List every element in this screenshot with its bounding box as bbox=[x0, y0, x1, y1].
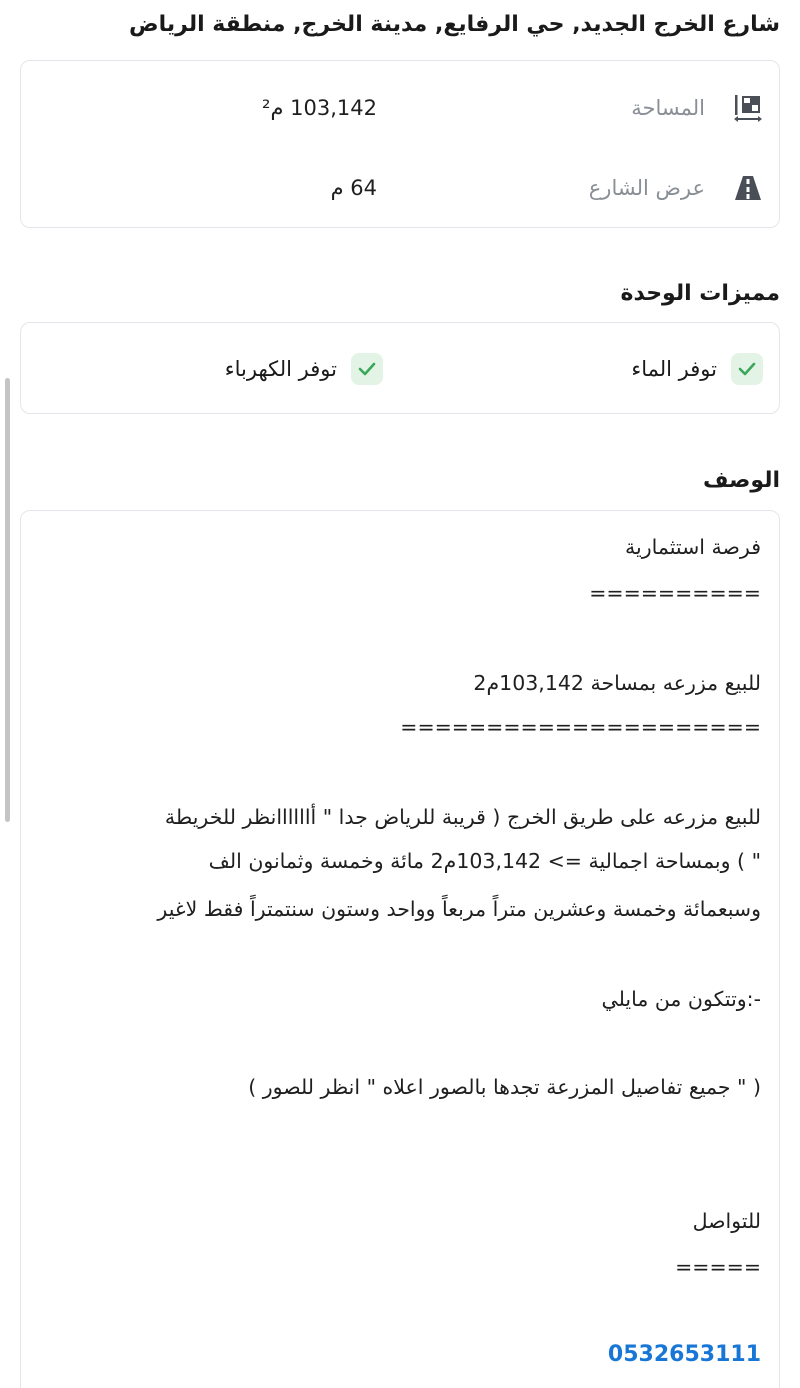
description-line: للبيع مزرعه على طريق الخرج ( قريبة للرياض جدا " أاااااانظر للخريطة bbox=[164, 805, 761, 829]
spec-label-street-width: عرض الشارع bbox=[588, 176, 705, 200]
feature-electricity bbox=[163, 351, 383, 387]
description-line: للتواصل bbox=[692, 1209, 761, 1233]
spec-value-area: 103,142 م² bbox=[262, 96, 377, 120]
check-icon bbox=[731, 353, 763, 385]
feature-label-water: توفر الماء bbox=[631, 357, 717, 381]
scrollbar[interactable] bbox=[5, 378, 10, 822]
description-line: للبيع مزرعه بمساحة 103,142م2 bbox=[473, 671, 761, 695]
specs-card bbox=[20, 60, 780, 228]
description-line: وسبعمائة وخمسة وعشرين متراً مربعاً وواحد وستون سنتمتراً فقط لاغير bbox=[157, 897, 761, 921]
description-card bbox=[20, 510, 780, 1388]
features-title: مميزات الوحدة bbox=[620, 281, 780, 306]
spec-row-area bbox=[21, 85, 779, 133]
address-heading: شارع الخرج الجديد, حي الرفايع, مدينة الخرج, منطقة الرياض bbox=[129, 12, 780, 37]
description-line: ===== bbox=[675, 1255, 761, 1279]
description-line: ( " جميع تفاصيل المزرعة تجدها بالصور اعلاه " انظر للصور ) bbox=[248, 1075, 761, 1099]
spec-label-area: المساحة bbox=[631, 96, 705, 120]
description-line: -:وتتكون من مايلي bbox=[601, 987, 761, 1011]
check-icon bbox=[351, 353, 383, 385]
area-icon bbox=[733, 93, 763, 123]
feature-water bbox=[543, 351, 763, 387]
road-icon bbox=[733, 173, 763, 203]
spec-row-street-width bbox=[21, 165, 779, 213]
spec-value-street-width: 64 م bbox=[330, 176, 377, 200]
features-card bbox=[20, 322, 780, 414]
description-title: الوصف bbox=[702, 468, 780, 493]
description-line: " ) وبمساحة اجمالية => 103,142م2 مائة وخمسة وثمانون الف bbox=[208, 849, 761, 873]
phone-link[interactable]: 0532653111 bbox=[607, 1342, 761, 1367]
description-line: ========== bbox=[589, 581, 761, 605]
feature-label-electricity: توفر الكهرباء bbox=[224, 357, 337, 381]
description-line: ===================== bbox=[400, 715, 761, 739]
description-line: فرصة استثمارية bbox=[625, 535, 761, 559]
